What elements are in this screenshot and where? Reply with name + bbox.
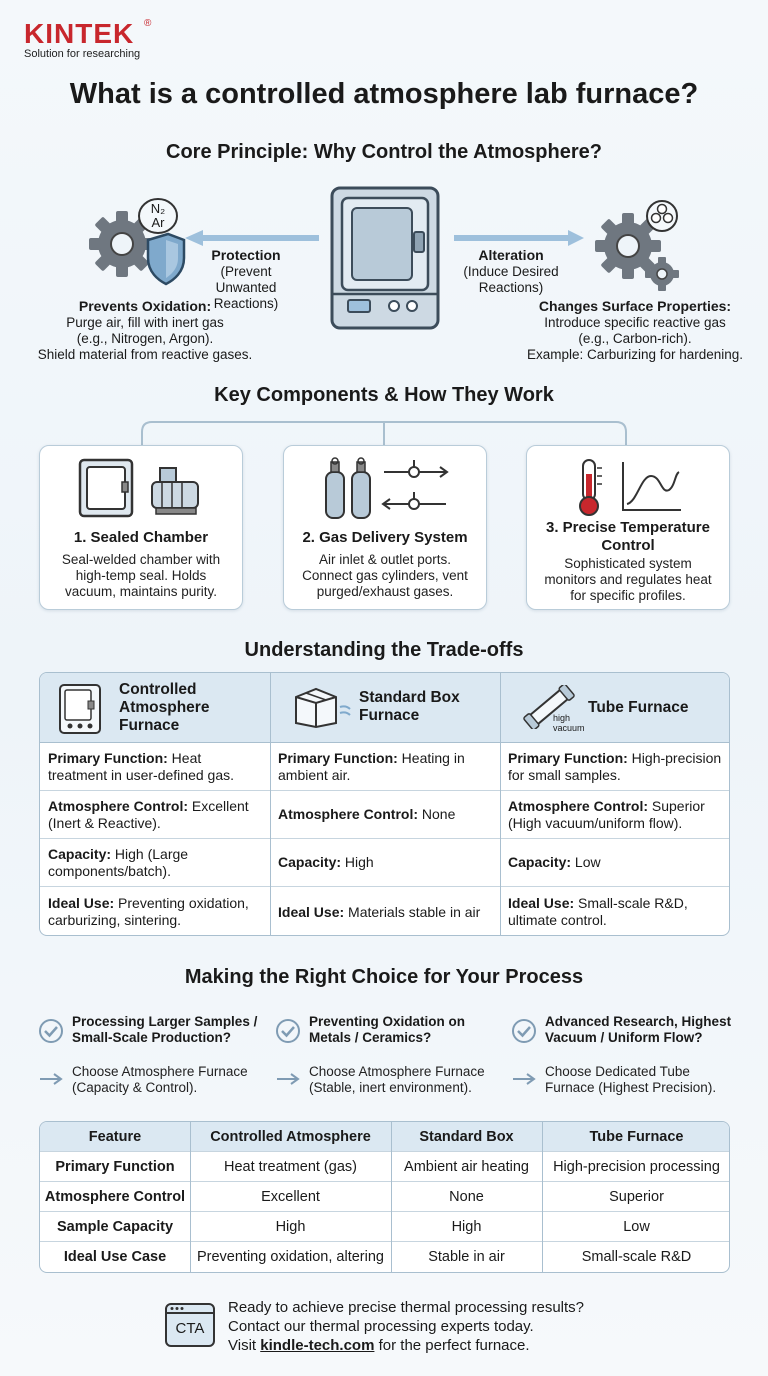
- protection-label: Protection (Prevent Unwanted Reactions): [211, 247, 281, 311]
- box-icon: [290, 685, 352, 729]
- card-description: Sophisticated system monitors and regulates heat for specific profiles.: [544, 556, 712, 603]
- feature-table: [39, 1121, 730, 1273]
- tradeoffs-cell: Atmosphere Control: Superior (High vacuum/uniform flow).: [500, 791, 730, 839]
- arrow-right-icon: [275, 1072, 301, 1086]
- tradeoffs-cell: Ideal Use: Materials stable in air: [278, 903, 481, 920]
- tradeoffs-cell: Atmosphere Control: Excellent (Inert & Reactive).: [40, 791, 270, 839]
- registered-mark: ®: [144, 18, 152, 29]
- choice-answer: Choose Dedicated Tube Furnace (Highest Precision).: [545, 1064, 717, 1095]
- header-cell: Tube Furnace: [589, 1129, 684, 1145]
- cta-icon-label: CTA: [175, 1320, 205, 1337]
- alteration-label: Alteration (Induce Desired Reactions): [463, 247, 559, 295]
- page-title: What is a controlled atmosphere lab furnace?: [69, 78, 699, 110]
- card-sealed-chamber: [39, 445, 243, 610]
- arrow-right-icon: [511, 1072, 537, 1086]
- card-title: 1. Sealed Chamber: [73, 529, 209, 546]
- header-cell: Controlled Atmosphere: [210, 1129, 371, 1145]
- card-temperature-control: [526, 445, 730, 610]
- tradeoffs-table: [39, 672, 730, 936]
- choice-question: Processing Larger Samples / Small-Scale Production?: [72, 1014, 258, 1045]
- arrow-right-icon: [452, 228, 586, 248]
- header-cell: Standard Box: [419, 1129, 514, 1145]
- column-tube-furnace: Tube Furnace: [588, 699, 689, 716]
- choice-heading: Making the Right Choice for Your Process: [184, 966, 584, 988]
- choice-question: Advanced Research, Highest Vacuum / Uniform Flow?: [545, 1014, 732, 1045]
- header-cell: Feature: [88, 1129, 142, 1145]
- feature-table-header: [40, 1122, 729, 1152]
- choice-answer: Choose Atmosphere Furnace (Capacity & Control).: [72, 1064, 248, 1095]
- card-description: Seal-welded chamber with high-temp seal. Holds vacuum, maintains purity.: [61, 552, 221, 599]
- high-vacuum-tag: high vacuum: [553, 713, 585, 733]
- check-circle-icon: [275, 1018, 301, 1044]
- column-divider: [270, 673, 271, 935]
- card-title: 3. Precise Temperature Control: [546, 519, 710, 554]
- column-divider: [391, 1122, 392, 1272]
- tradeoffs-cell: Atmosphere Control: None: [270, 791, 500, 839]
- check-circle-icon: [38, 1018, 64, 1044]
- gas-bubble-ar: Ar: [151, 215, 165, 230]
- tradeoffs-cell: Primary Function: Heating in ambient air.: [270, 743, 500, 791]
- gas-cylinders-icon: [322, 456, 452, 520]
- gears-molecule-icon: [592, 198, 688, 294]
- choice-question: Preventing Oxidation on Metals / Ceramics?: [309, 1014, 466, 1045]
- column-standard-box: Standard Box Furnace: [359, 689, 460, 724]
- brand-tagline: Solution for researching: [24, 48, 141, 60]
- check-circle-icon: [511, 1018, 537, 1044]
- tradeoffs-cell: Capacity: High (Large components/batch).: [40, 839, 270, 887]
- components-heading: Key Components & How They Work: [214, 384, 554, 406]
- cta-text: Ready to achieve precise thermal processing results? Contact our thermal processing experts today. Visit kindle-tech.com for the perfect furnace.: [228, 1299, 585, 1354]
- prevents-oxidation-text: Prevents Oxidation: Purge air, fill with inert gas (e.g., Nitrogen, Argon). Shield material from reactive gases.: [37, 298, 253, 362]
- tradeoffs-cell: Primary Function: Heat treatment in user-defined gas.: [40, 743, 270, 791]
- sealed-chamber-icon: [78, 458, 208, 518]
- card-description: Air inlet & outlet ports. Connect gas cylinders, vent purged/exhaust gases.: [302, 552, 468, 599]
- changes-surface-text: Changes Surface Properties: Introduce specific reactive gas (e.g., Carbon-rich). Example: Carburizing for hardening.: [526, 298, 744, 362]
- arrow-right-icon: [38, 1072, 64, 1086]
- arrow-left-icon: [183, 228, 321, 248]
- brand-logo: [24, 18, 152, 60]
- choice-answer: Choose Atmosphere Furnace (Stable, inert environment).: [309, 1064, 485, 1095]
- card-title: 2. Gas Delivery System: [302, 529, 468, 546]
- website-link[interactable]: kindle-tech.com: [260, 1337, 375, 1354]
- atmosphere-furnace-icon: [58, 683, 102, 735]
- core-principle-heading: Core Principle: Why Control the Atmosphere?: [166, 141, 602, 163]
- gas-bubble-n2: N₂: [150, 201, 166, 216]
- table-row: Primary Function Heat treatment (gas) Ambient air heating High-precision processing: [40, 1152, 729, 1182]
- column-divider: [542, 1122, 543, 1272]
- tradeoffs-heading: Understanding the Trade-offs: [244, 639, 524, 661]
- tradeoffs-cell: Capacity: Low: [500, 839, 730, 887]
- tradeoffs-cell: Ideal Use: Small-scale R&D, ultimate control.: [508, 895, 688, 928]
- column-controlled-atmosphere: Controlled Atmosphere Furnace: [119, 681, 210, 734]
- table-row: Ideal Use Case Preventing oxidation, altering Stable in air Small-scale R&D: [63, 1249, 692, 1265]
- table-row: Atmosphere Control Excellent None Superior: [40, 1182, 729, 1212]
- card-gas-delivery: [283, 445, 487, 610]
- brand-name: KINTEK: [24, 18, 135, 49]
- column-divider: [500, 673, 501, 935]
- tradeoffs-cell: Primary Function: High-precision for small samples.: [500, 743, 730, 791]
- table-row: Sample Capacity High High Low: [40, 1212, 729, 1242]
- furnace-icon: [330, 186, 440, 330]
- tradeoffs-cell: Capacity: High: [270, 839, 500, 887]
- thermometer-graph-icon: [575, 456, 685, 518]
- tradeoffs-cell: Ideal Use: Preventing oxidation, carburizing, sintering.: [48, 895, 249, 928]
- column-divider: [190, 1122, 191, 1272]
